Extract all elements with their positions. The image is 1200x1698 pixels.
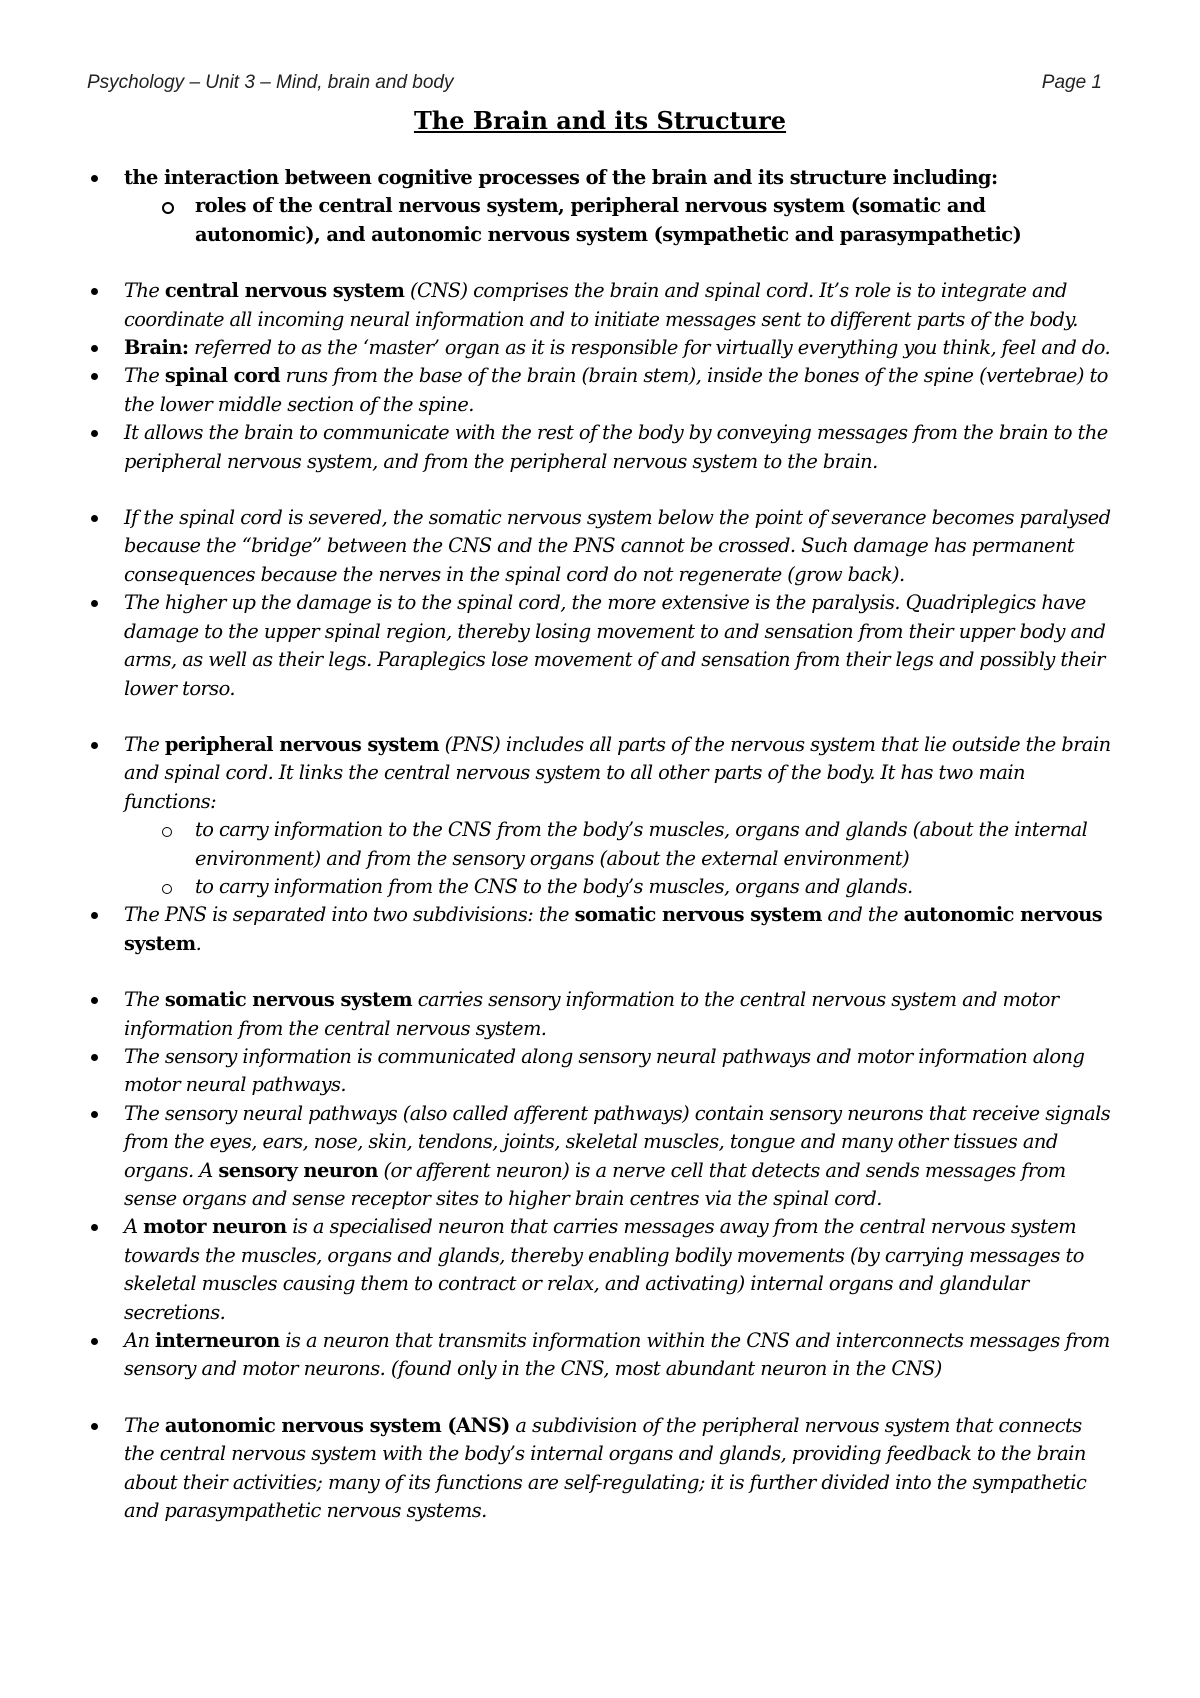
syllabus-subpoint: roles of the central nervous system, peripheral nervous system (somatic and autonomic), and autonomic nervous system (sympathetic and parasympathetic) bbox=[195, 192, 1114, 249]
paralysis-extent: The higher up the damage is to the spinal cord, the more extensive is the paralysis. Quadriplegics have damage to the upper spinal region, thereby losing movement to and sensation from their upper body and arms, as well as their legs. Paraplegics lose movement of and sensation from their legs and possibly their lower torso. bbox=[124, 589, 1114, 703]
cns-definition: The central nervous system (CNS) comprises the brain and spinal cord. It’s role is to integrate and coordinate all incoming neural information and to initiate messages sent to different parts of the body. bbox=[124, 277, 1114, 334]
pns-definition: The peripheral nervous system (PNS) includes all parts of the nervous system that lie outside the brain and spinal cord. It links the central nervous system to all other parts of the body. It has two main functions: bbox=[124, 731, 1114, 816]
sensory-motor-pathways: The sensory information is communicated along sensory neural pathways and motor information along motor neural pathways. bbox=[124, 1043, 1114, 1100]
brain-definition: Brain: referred to as the ‘master’ organ as it is responsible for virtually everything you think, feel and do. bbox=[124, 334, 1114, 362]
severed-spinal-cord: If the spinal cord is severed, the somatic nervous system below the point of severance becomes paralysed because the “bridge” between the CNS and the PNS cannot be crossed. Such damage has permanent consequences because the nerves in the spinal cord do not regenerate (grow back). bbox=[124, 504, 1114, 589]
ans-definition: The autonomic nervous system (ANS) a subdivision of the peripheral nervous system that connects the central nervous system with the body’s internal organs and glands, providing feedback to the brain about their activities; many of its functions are self-regulating; it is further divided into the sympathetic and parasympathetic nervous systems. bbox=[124, 1412, 1114, 1526]
spinal-cord-role: It allows the brain to communicate with the rest of the body by conveying messages from the brain to the peripheral nervous system, and from the peripheral nervous system to the brain. bbox=[124, 419, 1114, 476]
interneuron: An interneuron is a neuron that transmits information within the CNS and interconnects messages from sensory and motor neurons. (found only in the CNS, most abundant neuron in the CNS) bbox=[124, 1327, 1114, 1384]
document-body bbox=[124, 164, 1114, 1525]
motor-neuron: A motor neuron is a specialised neuron that carries messages away from the central nervous system towards the muscles, organs and glands, thereby enabling bodily movements (by carrying messages to skeletal muscles causing them to contract or relax, and activating) internal organs and glandular secretions. bbox=[124, 1213, 1114, 1327]
somatic-definition: The somatic nervous system carries sensory information to the central nervous system and motor information from the central nervous system. bbox=[124, 986, 1114, 1043]
course-header: Psychology – Unit 3 – Mind, brain and body bbox=[87, 72, 454, 93]
page-number: Page 1 bbox=[1041, 72, 1102, 93]
page-title: The Brain and its Structure bbox=[413, 106, 787, 135]
spinal-cord-definition: The spinal cord runs from the base of the brain (brain stem), inside the bones of the spine (vertebrae) to the lower middle section of the spine. bbox=[124, 362, 1114, 419]
syllabus-point: the interaction between cognitive processes of the brain and its structure including: bbox=[124, 164, 1114, 192]
pns-function-2: to carry information from the CNS to the body’s muscles, organs and glands. bbox=[195, 873, 1114, 901]
sensory-neuron: The sensory neural pathways (also called afferent pathways) contain sensory neurons that receive signals from the eyes, ears, nose, skin, tendons, joints, skeletal muscles, tongue and many other tissues and organs. A sensory neuron (or afferent neuron) is a nerve cell that detects and sends messages from sense organs and sense receptor sites to higher brain centres via the spinal cord. bbox=[124, 1100, 1114, 1214]
pns-subdivisions: The PNS is separated into two subdivisions: the somatic nervous system and the autonomic nervous system. bbox=[124, 901, 1114, 958]
pns-function-1: to carry information to the CNS from the body’s muscles, organs and glands (about the internal environment) and from the sensory organs (about the external environment) bbox=[195, 816, 1114, 873]
